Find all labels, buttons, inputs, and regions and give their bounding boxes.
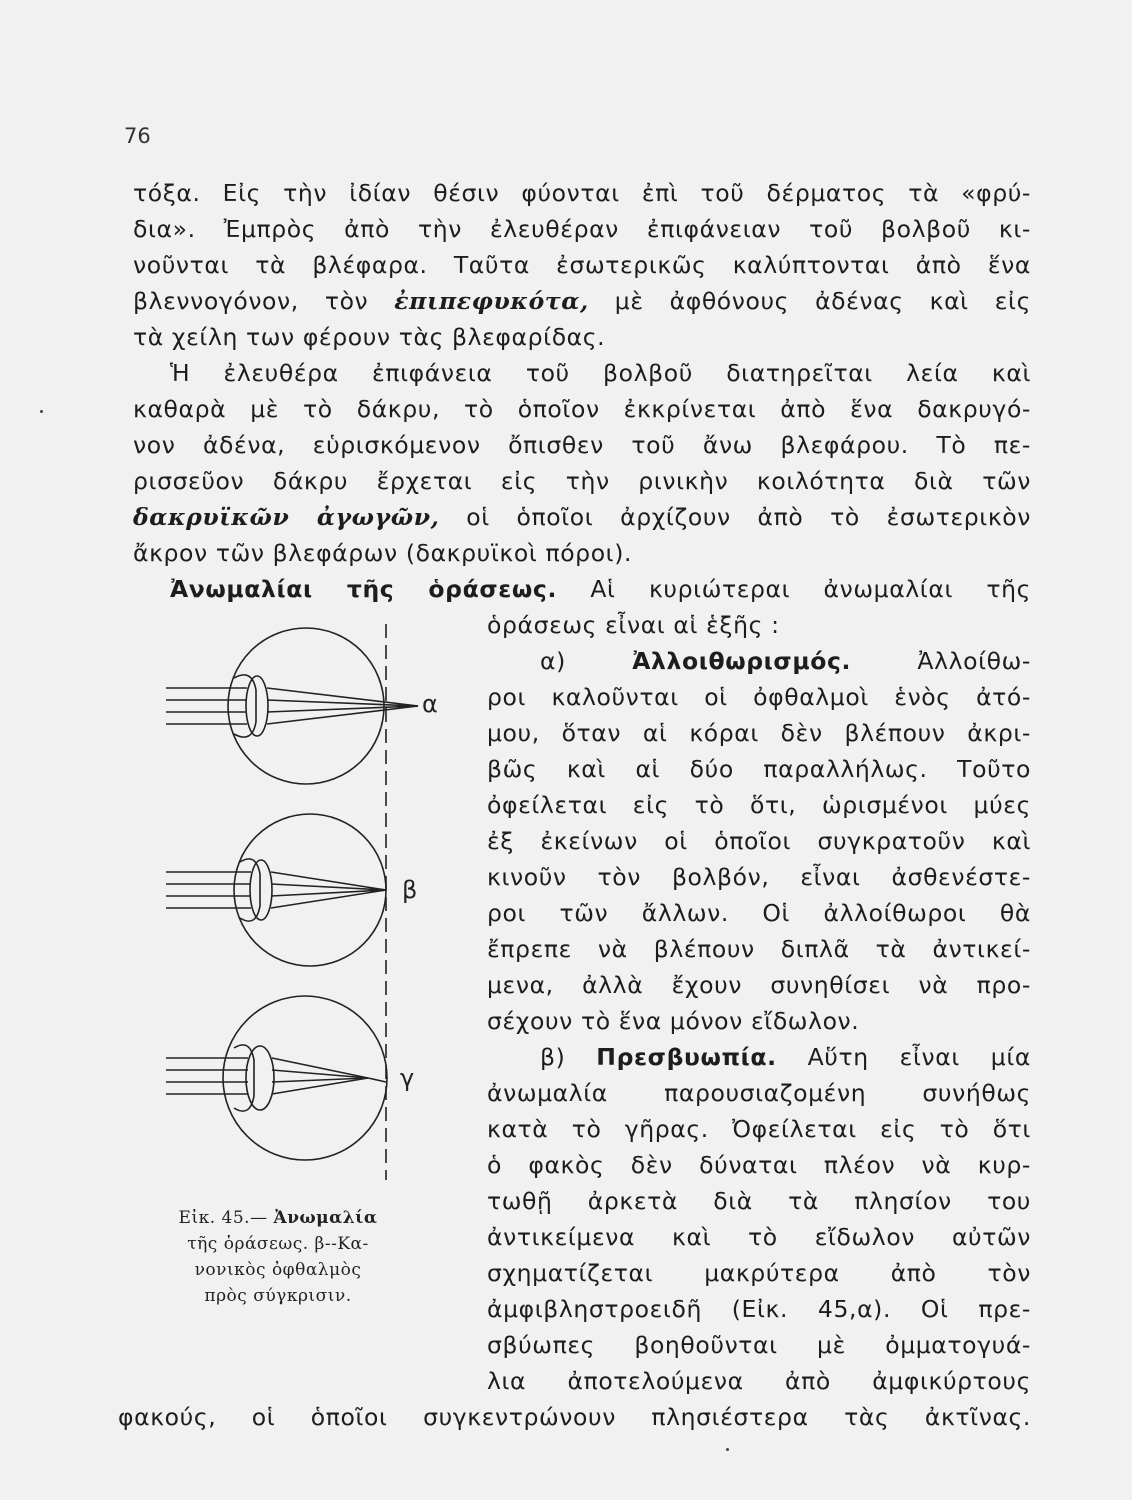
lens-outline [246, 676, 268, 736]
figure-caption-line [160, 1206, 396, 1231]
text-line: σχηματίζεται μακρύτερα ἀπὸ τὸν [487, 1259, 1031, 1287]
text-segment: μὲ ἀφθόνους ἀδένας καὶ εἰς [588, 287, 1031, 315]
term-epipefykota: ἐπιπεφυκότα, [394, 287, 589, 315]
text-line: νοῦνται τὰ βλέφαρα. Ταῦτα ἐσωτερικῶς καλύπτονται ἀπὸ ἕνα [133, 251, 1031, 279]
text-line: ἀμφιβληστροειδῆ (Εἰκ. 45,α). Οἱ πρε- [487, 1295, 1031, 1323]
figure-caption-line: πρὸς σύγκρισιν. [204, 1286, 352, 1306]
lens-outline [246, 1046, 274, 1110]
text-line: μου, ὅταν αἱ κόραι δὲν βλέπουν ἀκρι- [487, 719, 1031, 747]
text-line: δια». Ἐμπρὸς ἀπὸ τὴν ἐλευθέραν ἐπιφάνειαν τοῦ βολβοῦ κι- [133, 215, 1031, 243]
text-line: φακούς, οἱ ὁποῖοι συγκεντρώνουν πλησιέστερα τὰς ἀκτῖνας. [118, 1403, 1031, 1431]
eyeball-outline [228, 628, 384, 784]
text-segment: Αὕτη εἶναι μία [776, 1043, 1032, 1071]
figure-caption-line: τῆς ὁράσεως. β--Κα- [187, 1234, 369, 1254]
cornea-outline [234, 675, 256, 737]
text-line: ἀντικείμενα καὶ τὸ εἴδωλον αὐτῶν [487, 1223, 1031, 1251]
item-label: α) [540, 647, 633, 675]
text-line: καθαρὰ μὲ τὸ δάκρυ, τὸ ὁποῖον ἐκκρίνεται ἀπὸ ἕνα δακρυγό- [133, 395, 1031, 423]
text-line: νον ἀδένα, εὑρισκόμενον ὄπισθεν τοῦ ἄνω βλεφάρου. Τὸ πε- [133, 431, 1031, 459]
text-line: μενα, ἀλλὰ ἔχουν συνηθίσει νὰ προ- [487, 971, 1031, 999]
scan-speck [40, 410, 43, 413]
item-b-heading-line [540, 1042, 1031, 1072]
text-line: ὁ φακὸς δὲν δύναται πλέον νὰ κυρ- [487, 1151, 1031, 1179]
text-line: βῶς καὶ αἱ δύο παραλλήλως. Τοῦτο [487, 755, 1031, 783]
text-line [133, 286, 1031, 316]
text-line: κινοῦν τὸν βολβόν, εἶναι ἀσθενέστε- [487, 863, 1031, 891]
item-label: β) [540, 1043, 597, 1071]
figure-label-c: γ [400, 1064, 415, 1092]
item-heading: Πρεσβυωπία. [596, 1043, 777, 1071]
text-line: ὀφείλεται εἰς τὸ ὅτι, ὡρισμένοι μύες [487, 791, 1031, 819]
text-line: ροι τῶν ἄλλων. Οἱ ἀλλοίθωροι θὰ [487, 899, 1031, 927]
figure-label-a: α [422, 690, 438, 718]
text-line: σέχουν τὸ ἕνα μόνον εἴδωλον. [487, 1007, 860, 1035]
section-heading-line [170, 574, 1031, 604]
text-line: τὰ χείλη των φέρουν τὰς βλεφαρίδας. [133, 323, 606, 351]
text-line: ὁράσεως εἶναι αἱ ἑξῆς : [487, 611, 780, 639]
figure-label-b: β [402, 876, 418, 904]
text-line: τόξα. Εἰς τὴν ἰδίαν θέσιν φύονται ἐπὶ τοῦ δέρματος τὰ «φρύ- [133, 179, 1031, 207]
item-heading: Ἀλλοιθωρισμός. [632, 647, 852, 675]
text-line: ἐξ ἐκείνων οἱ ὁποῖοι συγκρατοῦν καὶ [487, 827, 1031, 855]
text-line: ροι καλοῦνται οἱ ὀφθαλμοὶ ἑνὸς ἀτό- [487, 683, 1031, 711]
eye-diagram-c [166, 996, 387, 1160]
eye-anomaly-figure [160, 620, 460, 1200]
text-line: ἄκρον τῶν βλεφάρων (δακρυϊκοὶ πόροι). [133, 539, 633, 567]
page-number: 76 [124, 124, 151, 148]
text-line: ἀνωμαλία παρουσιαζομένη συνήθως [487, 1079, 1031, 1107]
text-line [133, 502, 1031, 532]
eyeball-outline [234, 814, 386, 966]
caption-prefix: Εἰκ. 45.— [178, 1208, 274, 1228]
section-heading: Ἀνωμαλίαι τῆς ὁράσεως. [170, 575, 557, 603]
eye-diagram-b [166, 814, 386, 966]
text-line: Ἡ ἐλευθέρα ἐπιφάνεια τοῦ βολβοῦ διατηρεῖται λεία καὶ [170, 359, 1031, 387]
eye-diagram-a [166, 628, 418, 784]
term-dakryikon-agogon: δακρυϊκῶν ἀγωγῶν, [133, 503, 440, 531]
caption-title: Ἀνωμαλία [273, 1208, 378, 1228]
text-line: ρισσεῦον δάκρυ ἔρχεται εἰς τὴν ρινικὴν κοιλότητα διὰ τῶν [133, 467, 1031, 495]
item-a-heading-line [540, 646, 1031, 676]
figure-caption-line: νονικὸς ὀφθαλμὸς [194, 1260, 362, 1280]
text-segment: βλεννογόνον, τὸν [133, 287, 395, 315]
text-line: κατὰ τὸ γῆρας. Ὀφείλεται εἰς τὸ ὅτι [487, 1115, 1031, 1143]
text-segment: Ἀλλοίθω- [851, 647, 1031, 675]
lens-outline [250, 860, 272, 920]
text-line: ἔπρεπε νὰ βλέπουν διπλᾶ τὰ ἀντικεί- [487, 935, 1031, 963]
text-line: τωθῇ ἀρκετὰ διὰ τὰ πλησίον του [487, 1187, 1031, 1215]
scan-speck [726, 1448, 729, 1451]
text-line: λια ἀποτελούμενα ἀπὸ ἀμφικύρτους [487, 1367, 1031, 1395]
text-segment: οἱ ὁποῖοι ἀρχίζουν ἀπὸ τὸ ἐσωτερικὸν [439, 503, 1032, 531]
text-segment: Αἱ κυριώτεραι ἀνωμαλίαι τῆς [557, 575, 1031, 603]
text-line: σβύωπες βοηθοῦνται μὲ ὀμματογυά- [487, 1331, 1031, 1359]
